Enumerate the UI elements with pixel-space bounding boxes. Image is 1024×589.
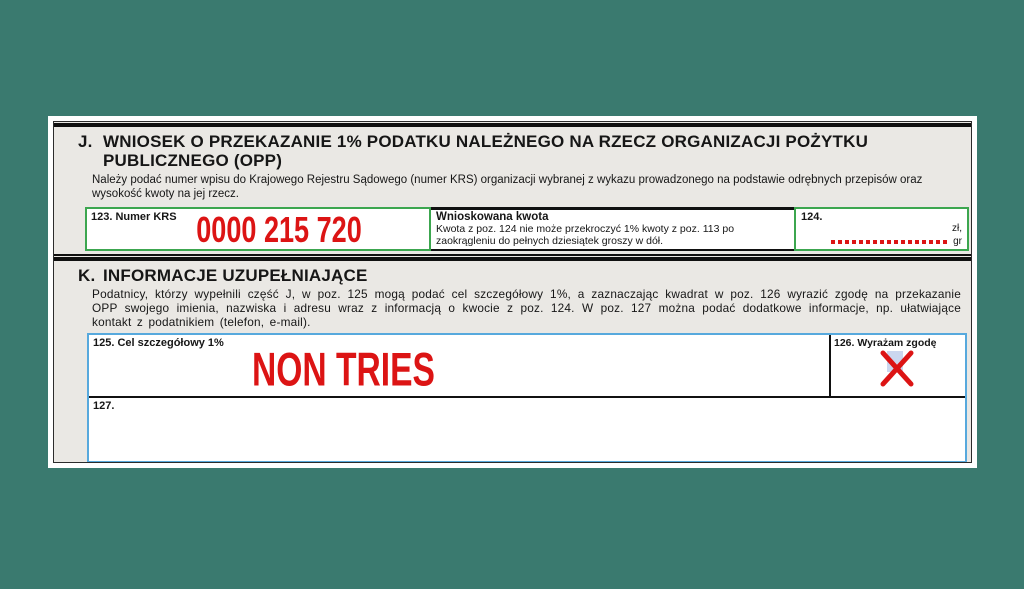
additional-info-field[interactable] xyxy=(89,398,965,461)
amount-placeholder-row xyxy=(831,235,962,248)
section-j-title xyxy=(78,132,961,170)
section-k-description: Podatnicy, którzy wypełnili część J, w poz. 125 mogą podać cel szczegółowy 1%, a zaznaczając kwadrat w poz. 126 wyrazić zgodę na przekazanie OPP swojego imienia, nazwiska i adresu wraz z informacją o kwocie z poz. 124. W poz. 127 można podać dodatkowe informacje, np. ułatwiające kontakt z podatnikiem (telefon, e-mail). xyxy=(92,287,961,329)
requested-amount-info-cell xyxy=(431,207,794,251)
consent-cell xyxy=(831,335,965,396)
section-k-letter: K. xyxy=(78,266,96,285)
section-j-fields-row xyxy=(85,207,969,251)
krs-number-label: 123. Numer KRS xyxy=(91,211,177,223)
specific-purpose-value: NON TRIES xyxy=(251,343,435,396)
requested-amount-note: Kwota z poz. 124 nie może przekroczyć 1% kwoty z poz. 113 po zaokrągleniu do pełnych dziesiątek groszy w dół. xyxy=(436,223,735,247)
form-inner xyxy=(53,121,972,463)
currency-gr-label: gr xyxy=(953,236,962,247)
section-j-letter: J. xyxy=(78,132,93,151)
amount-currency-column xyxy=(831,222,962,248)
section-divider-rule xyxy=(54,254,971,261)
consent-label: 126. Wyrażam zgodę xyxy=(834,337,937,349)
section-j-title-text: WNIOSEK O PRZEKAZANIE 1% PODATKU NALEŻNEGO NA RZECZ ORGANIZACJI POŻYTKU PUBLICZNEGO (OPP) xyxy=(103,132,869,170)
x-mark-icon xyxy=(878,347,918,387)
krs-number-value: 0000 215 720 xyxy=(195,208,362,250)
section-j-top-rule xyxy=(54,123,971,127)
tax-form-card xyxy=(48,116,977,468)
section-j-description: Należy podać numer wpisu do Krajowego Rejestru Sądowego (numer KRS) organizacji wybranej z wykazu prowadzonego na podstawie odrębnych przepisów oraz wysokość kwoty na jej rzecz. xyxy=(92,174,923,200)
specific-purpose-field[interactable] xyxy=(89,335,831,396)
specific-purpose-label: 125. Cel szczegółowy 1% xyxy=(93,337,224,349)
consent-checkbox[interactable] xyxy=(878,347,918,387)
section-k-title-text: INFORMACJE UZUPEŁNIAJĄCE xyxy=(103,266,368,285)
additional-info-label: 127. xyxy=(93,400,115,412)
section-k-title xyxy=(78,266,961,285)
krs-number-field[interactable] xyxy=(85,207,431,251)
requested-amount-title: Wnioskowana kwota xyxy=(436,211,549,223)
dotted-line xyxy=(831,240,949,244)
section-k-row-125-126 xyxy=(89,335,965,396)
section-k-fields-block xyxy=(87,333,967,463)
amount-field-label: 124. xyxy=(801,211,823,223)
currency-zl-label: zł, xyxy=(952,223,962,234)
amount-field[interactable] xyxy=(794,207,969,251)
